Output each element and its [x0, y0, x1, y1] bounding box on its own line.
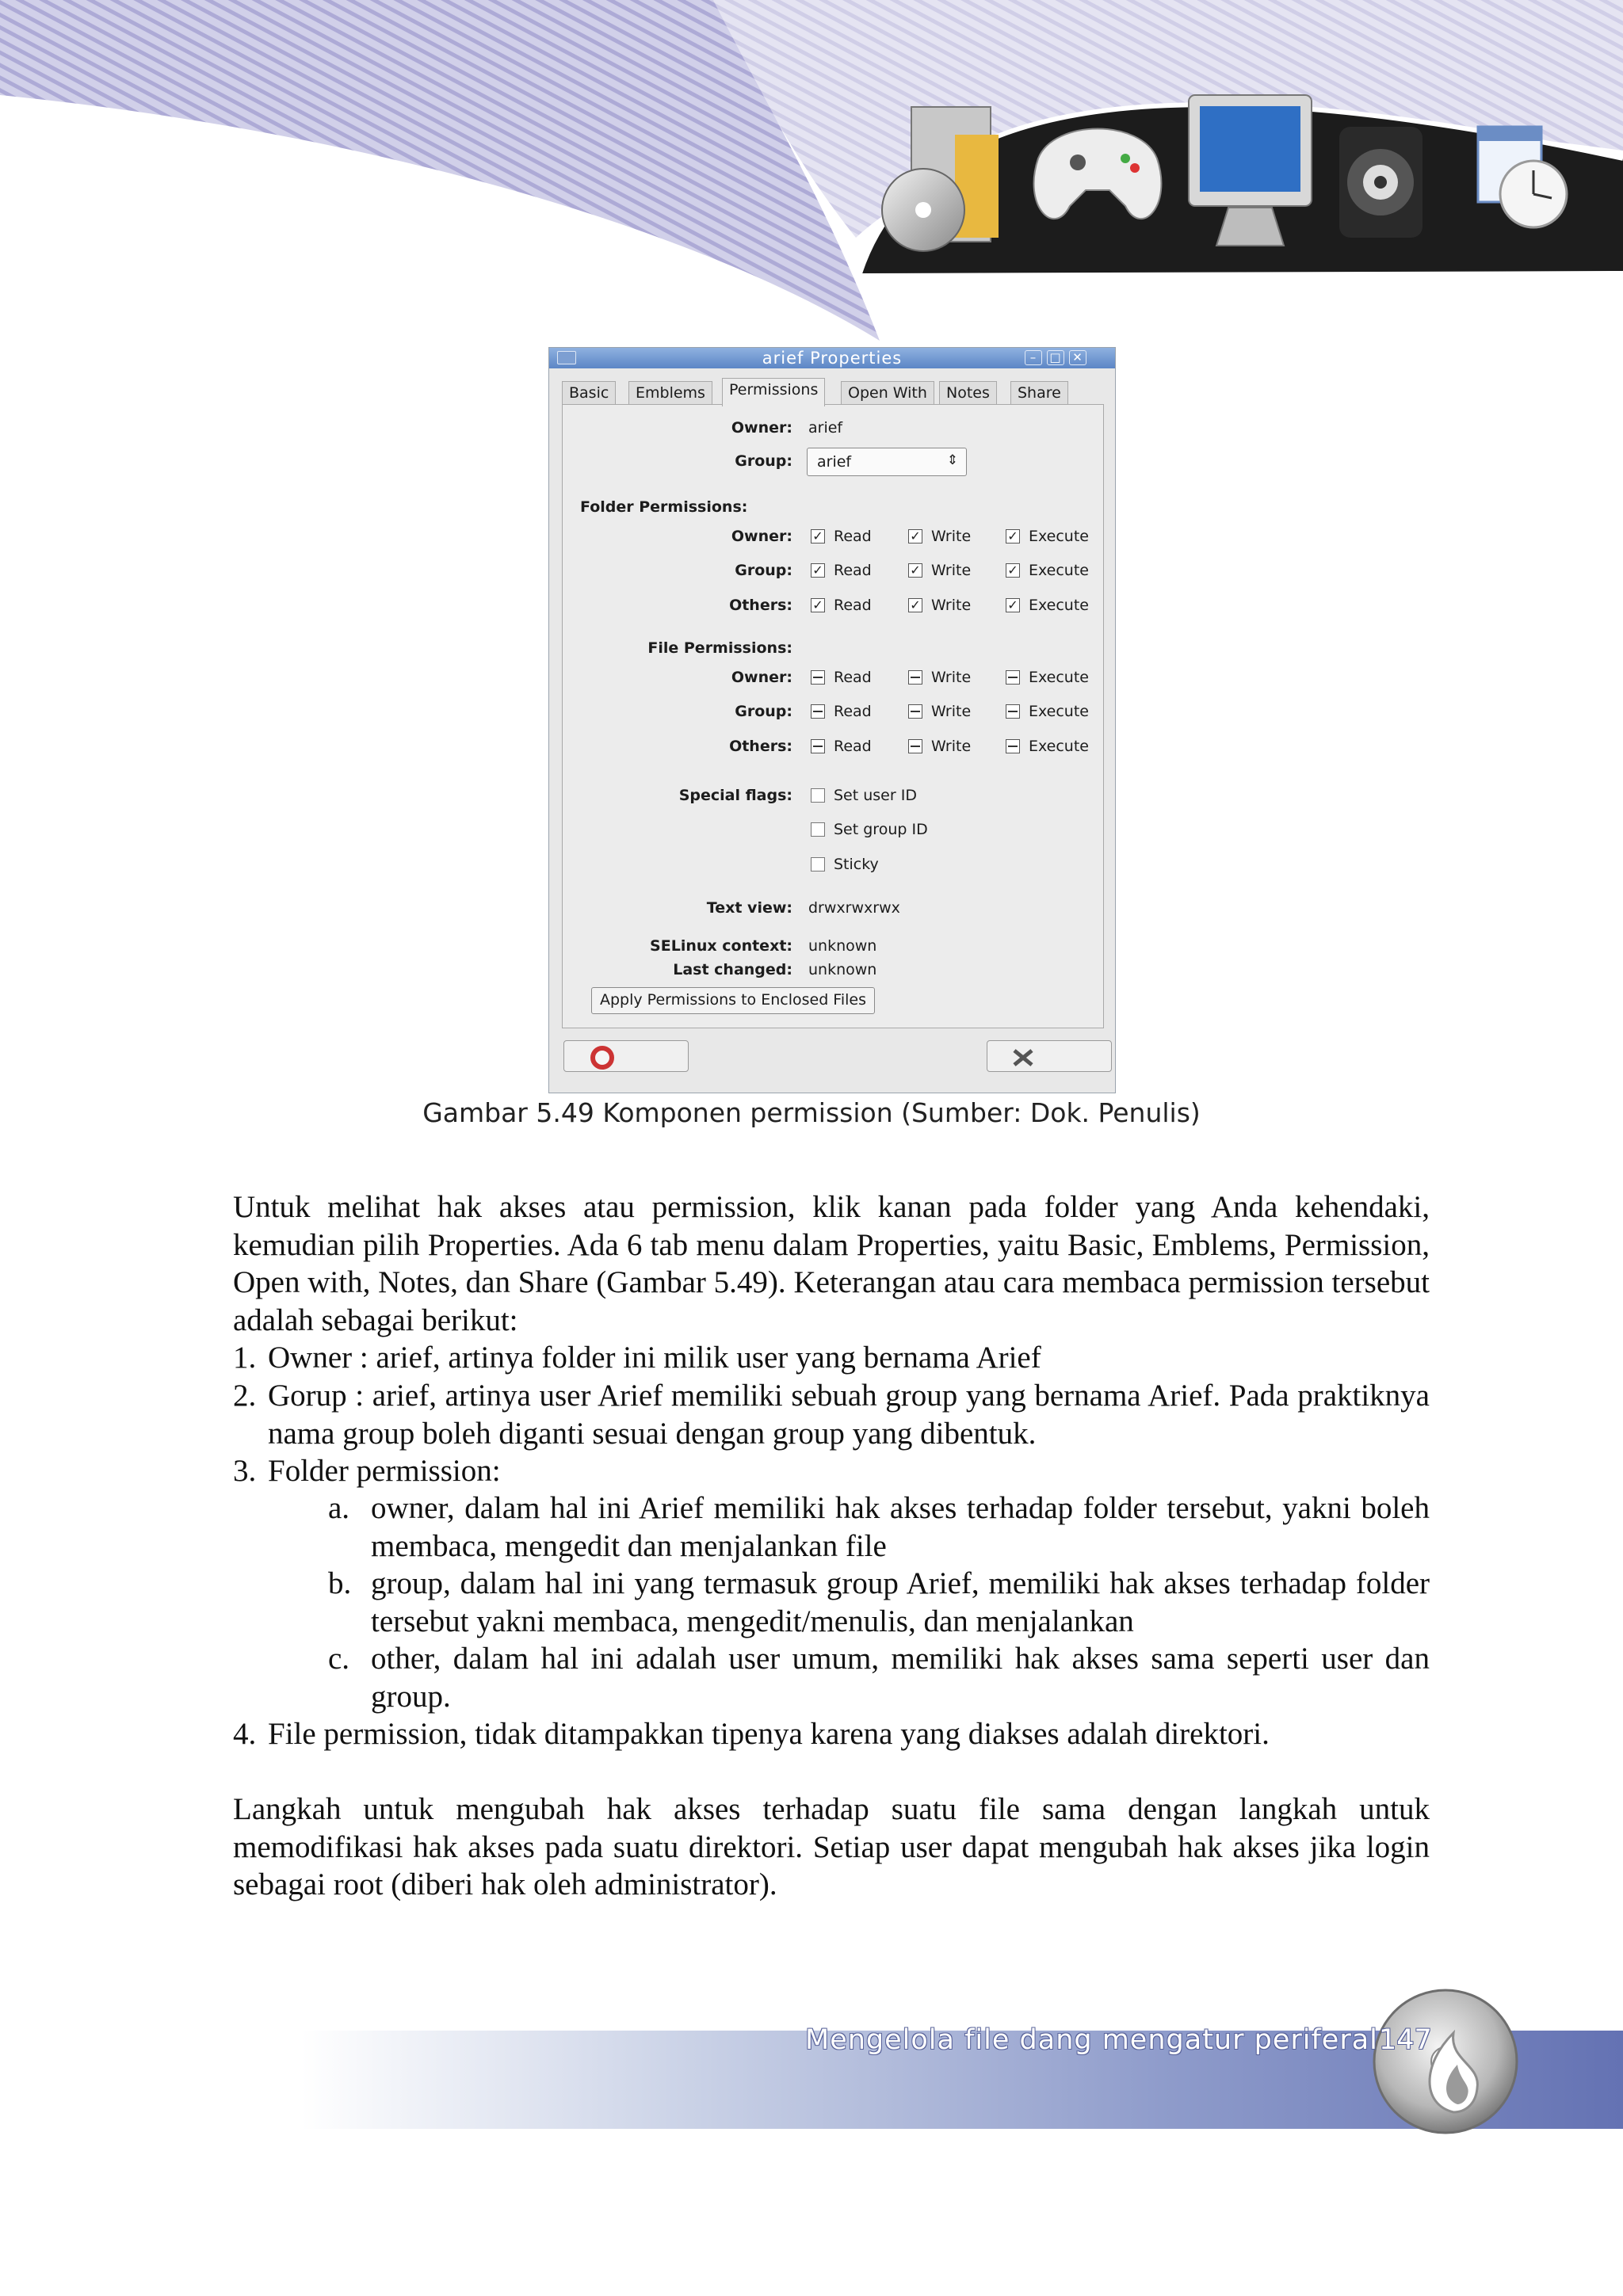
selinux-value: unknown	[808, 937, 877, 955]
folder-group-read-checkbox[interactable]: ✓	[811, 563, 825, 578]
folder-others-read-label: Read	[834, 597, 872, 614]
properties-window	[548, 347, 1116, 1093]
set-group-id-label: Set group ID	[834, 821, 928, 838]
folder-others-label: Others:	[729, 597, 792, 614]
file-others-write-label: Write	[931, 738, 972, 755]
folder-owner-execute-label: Execute	[1029, 528, 1089, 545]
sub-a-letter: a.	[328, 1491, 350, 1525]
help-button[interactable]	[563, 1040, 689, 1072]
folder-others-read-checkbox[interactable]: ✓	[811, 598, 825, 612]
sub-a-text: owner, dalam hal ini Arief memiliki hak akses terhadap folder tersebut, yakni boleh membaca, mengedit dan menjalankan file	[371, 1491, 1430, 1563]
sub-b-text: group, dalam hal ini yang termasuk group Arief, memiliki hak akses terhadap folder tersebut yakni membaca, mengedit/menulis, dan menjalankan	[371, 1566, 1430, 1638]
file-others-read-checkbox[interactable]	[811, 739, 825, 753]
file-others-write-checkbox[interactable]	[908, 739, 922, 753]
set-user-id-checkbox[interactable]	[811, 788, 825, 803]
footer-chapter-title: Mengelola file dang mengatur periferal	[805, 2024, 1378, 2056]
file-group-execute-label: Execute	[1029, 703, 1089, 720]
tab-basic[interactable]: Basic	[562, 381, 616, 405]
folder-owner-write-label: Write	[931, 528, 972, 545]
folder-others-execute-label: Execute	[1029, 597, 1089, 614]
file-owner-read-checkbox[interactable]	[811, 670, 825, 685]
folder-group-read-label: Read	[834, 562, 872, 579]
text-view-label: Text view:	[706, 899, 792, 917]
folder-group-label: Group:	[735, 562, 792, 579]
folder-owner-read-label: Read	[834, 528, 872, 545]
item-3-text: Folder permission:	[268, 1454, 501, 1488]
file-owner-write-checkbox[interactable]	[908, 670, 922, 685]
sub-c-text: other, dalam hal ini adalah user umum, memiliki hak akses sama seperti user dan group.	[371, 1642, 1430, 1714]
item-2-number: 2.	[233, 1379, 257, 1413]
item-4-text: File permission, tidak ditampakkan tipenya karena yang diakses adalah direktori.	[268, 1717, 1270, 1751]
file-owner-execute-label: Execute	[1029, 669, 1089, 686]
file-group-label: Group:	[735, 703, 792, 720]
folder-owner-write-checkbox[interactable]: ✓	[908, 529, 922, 543]
file-group-execute-checkbox[interactable]	[1006, 704, 1020, 719]
disc-flame-icon	[1366, 1985, 1537, 2157]
folder-others-write-label: Write	[931, 597, 972, 614]
folder-group-execute-label: Execute	[1029, 562, 1089, 579]
figure-caption: Gambar 5.49 Komponen permission (Sumber: Dok. Penulis)	[422, 1097, 1201, 1128]
close-x-icon	[1008, 1046, 1040, 1070]
window-titlebar[interactable]	[549, 348, 1115, 368]
file-others-label: Others:	[729, 738, 792, 755]
folder-owner-execute-checkbox[interactable]: ✓	[1006, 529, 1020, 543]
sub-c-letter: c.	[328, 1642, 350, 1676]
selinux-label: SELinux context:	[650, 937, 792, 955]
sticky-label: Sticky	[834, 856, 879, 873]
set-group-id-checkbox[interactable]	[811, 822, 825, 837]
file-owner-write-label: Write	[931, 669, 972, 686]
folder-others-write-checkbox[interactable]: ✓	[908, 598, 922, 612]
file-owner-read-label: Read	[834, 669, 872, 686]
minimize-icon[interactable]: –	[1025, 350, 1042, 365]
last-changed-label: Last changed:	[673, 961, 792, 978]
file-group-write-checkbox[interactable]	[908, 704, 922, 719]
folder-owner-label: Owner:	[731, 528, 792, 545]
item-3-number: 3.	[233, 1454, 257, 1488]
special-flags-label: Special flags:	[678, 787, 792, 804]
item-4-number: 4.	[233, 1717, 257, 1751]
tab-open-with[interactable]: Open With	[841, 381, 934, 405]
file-others-read-label: Read	[834, 738, 872, 755]
item-1-number: 1.	[233, 1341, 257, 1375]
window-title: arief Properties	[762, 349, 903, 368]
sticky-checkbox[interactable]	[811, 857, 825, 871]
speaker-icon	[1339, 127, 1423, 238]
group-select[interactable]	[807, 448, 967, 476]
file-group-read-label: Read	[834, 703, 872, 720]
folder-permissions-heading: Folder Permissions:	[580, 498, 748, 516]
folder-owner-read-checkbox[interactable]: ✓	[811, 529, 825, 543]
sub-b-letter: b.	[328, 1566, 352, 1600]
folder-group-write-checkbox[interactable]: ✓	[908, 563, 922, 578]
file-owner-label: Owner:	[731, 669, 792, 686]
folder-group-write-label: Write	[931, 562, 972, 579]
page-number: 147	[1379, 2024, 1432, 2056]
file-others-execute-checkbox[interactable]	[1006, 739, 1020, 753]
group-label: Group:	[735, 452, 792, 470]
file-group-read-checkbox[interactable]	[811, 704, 825, 719]
file-owner-execute-checkbox[interactable]	[1006, 670, 1020, 685]
help-lifebuoy-icon	[586, 1046, 618, 1070]
tab-notes[interactable]: Notes	[939, 381, 997, 405]
closing-paragraph: Langkah untuk mengubah hak akses terhadap suatu file sama dengan langkah untuk memodifikasi hak akses pada suatu direktori. Setiap user dapat mengubah hak akses jika login sebagai root (diberi hak oleh administrator).	[233, 1792, 1430, 1901]
set-user-id-label: Set user ID	[834, 787, 917, 804]
folder-others-execute-checkbox[interactable]: ✓	[1006, 598, 1020, 612]
intro-paragraph: Untuk melihat hak akses atau permission, klik kanan pada folder yang Anda kehendaki, kemudian pilih Properties. Ada 6 tab menu dalam Properties, yaitu Basic, Emblems, Permission, Open with, Notes, dan Share (Gambar 5.49). Keterangan atau cara membaca permission tersebut adalah sebagai berikut:	[233, 1190, 1430, 1337]
file-group-write-label: Write	[931, 703, 972, 720]
permissions-panel	[562, 404, 1104, 1028]
close-icon[interactable]: ✕	[1069, 350, 1086, 365]
last-changed-value: unknown	[808, 961, 877, 978]
owner-value: arief	[808, 419, 843, 437]
group-select-value: arief	[817, 453, 852, 471]
file-others-execute-label: Execute	[1029, 738, 1089, 755]
maximize-icon[interactable]: □	[1047, 350, 1064, 365]
item-2-text: Gorup : arief, artinya user Arief memiliki sebuah group yang bernama Arief. Pada praktiknya nama group boleh diganti sesuai dengan group yang dibentuk.	[268, 1379, 1430, 1451]
header-decoration	[0, 0, 1623, 349]
updown-arrow-icon: ⇕	[946, 452, 958, 468]
apply-permissions-button[interactable]: Apply Permissions to Enclosed Files	[591, 987, 875, 1014]
tab-share[interactable]: Share	[1010, 381, 1068, 405]
text-view-value: drwxrwxrwx	[808, 899, 900, 917]
folder-group-execute-checkbox[interactable]: ✓	[1006, 563, 1020, 578]
item-1-text: Owner : arief, artinya folder ini milik user yang bernama Arief	[268, 1341, 1041, 1375]
close-button[interactable]	[987, 1040, 1112, 1072]
tab-permissions[interactable]: Permissions	[722, 378, 825, 406]
tab-emblems[interactable]: Emblems	[628, 381, 712, 405]
file-permissions-heading: File Permissions:	[647, 639, 792, 657]
owner-label: Owner:	[731, 419, 792, 437]
